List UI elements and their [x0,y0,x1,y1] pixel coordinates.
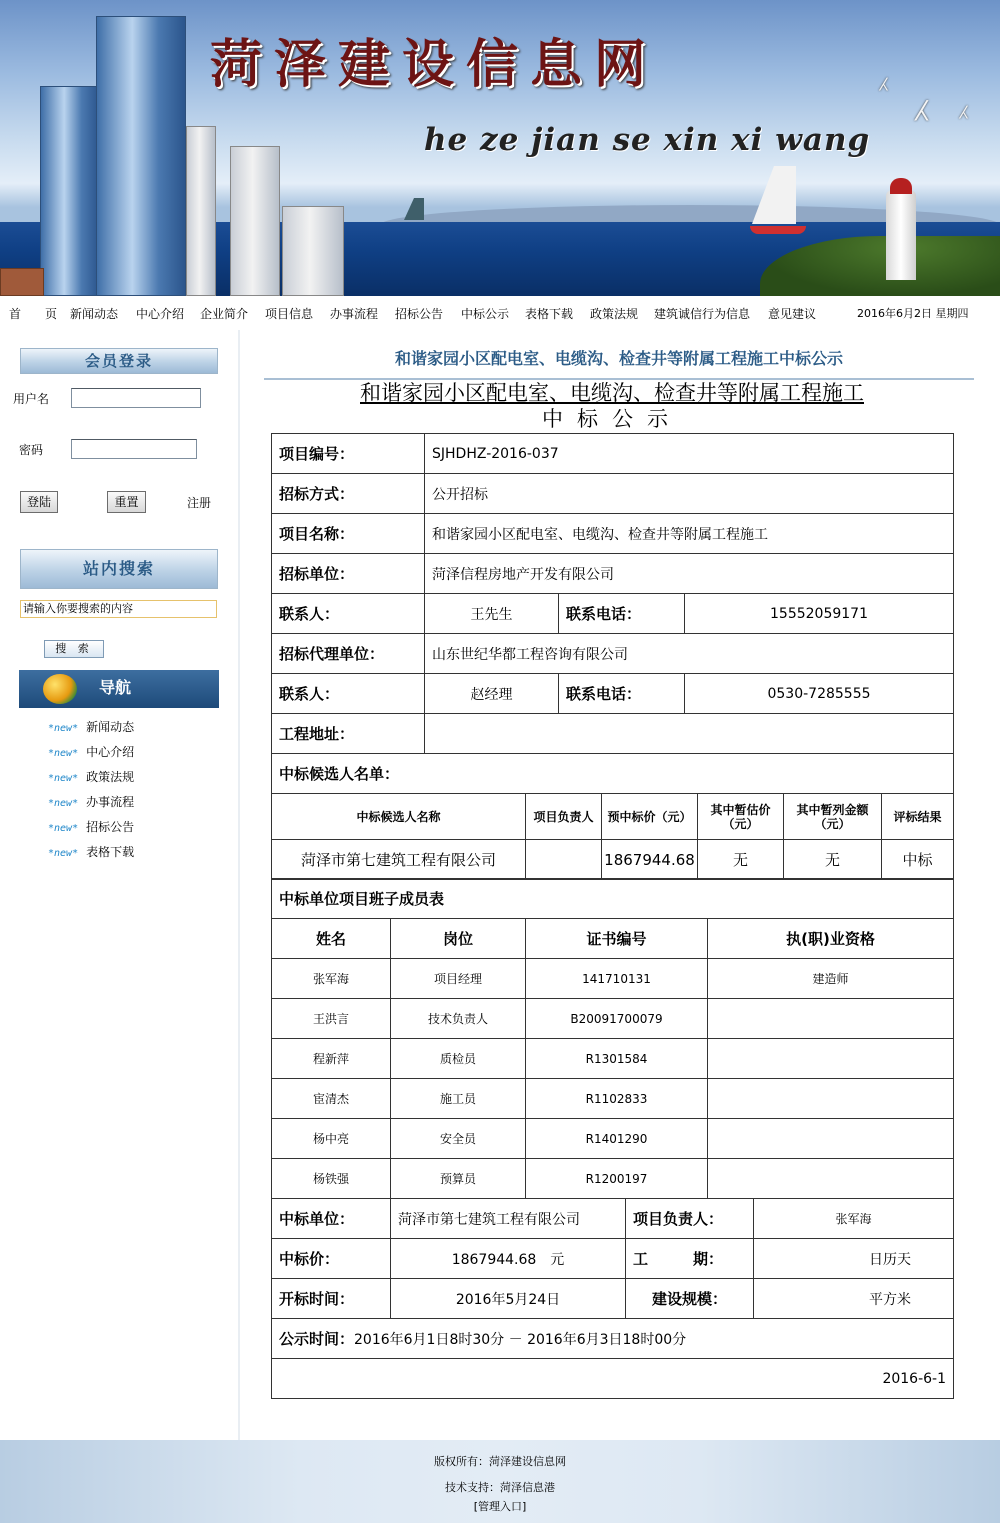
candidate-estimate: 无 [698,840,784,880]
register-link[interactable]: 注册 [187,496,212,510]
banner-lighthouse [886,190,916,280]
project-no-value: SJHDHZ-2016-037 [425,434,954,474]
table-row [272,1199,954,1239]
article-header: 和谐家园小区配电室、电缆沟、检查井等附属工程施工中标公示 [264,340,974,380]
member-qualification: 建造师 [708,959,954,999]
search-input[interactable]: 请输入你要搜索的内容 [20,600,217,618]
side-nav-label: 表格下载 [86,845,135,859]
member-cert: 141710131 [526,959,708,999]
table-row [272,514,954,554]
project-no-label: 项目编号： [272,434,425,474]
member-post: 项目经理 [391,959,526,999]
candidate-leader [526,840,602,880]
column-header: 证书编号 [526,919,708,959]
member-name: 杨铁强 [272,1159,391,1199]
table-row [272,959,954,999]
side-nav-label: 办事流程 [86,795,135,809]
column-header: 预中标价（元） [602,794,698,840]
document-title-line2: 中标公示 [542,407,682,431]
nav-link-home[interactable]: 首 页 [9,307,58,321]
publish-date: 2016-6-1 [272,1359,954,1399]
nav-link-tender-notice[interactable]: 招标公告 [395,307,444,321]
address-label: 工程地址： [272,714,425,754]
table-row [272,714,954,754]
top-navigation [0,296,1000,330]
login-title: 会员登录 [20,348,218,374]
new-badge: *new* [48,798,79,809]
table-row [272,1079,954,1119]
banner-sailboat [752,166,796,224]
tenderer-value: 菏泽信程房地产开发有限公司 [425,554,954,594]
document-title [272,380,952,432]
nav-title-label: 导航 [99,678,132,697]
nav-link-center[interactable]: 中心介绍 [136,307,185,321]
nav-link-forms[interactable]: 表格下载 [525,307,574,321]
new-badge: *new* [48,848,79,859]
column-header: 执(职)业资格 [708,919,954,959]
member-cert: R1301584 [526,1039,708,1079]
column-header: 评标结果 [882,794,954,840]
nav-link-process[interactable]: 办事流程 [330,307,379,321]
footer-support: 技术支持：菏泽信息港 [445,1481,555,1494]
contact-label: 联系人： [272,594,425,634]
members-title: 中标单位项目班子成员表 [272,879,954,919]
open-time-label: 开标时间： [272,1279,391,1319]
username-label: 用户名 [13,392,50,406]
side-nav-tender-notice[interactable] [48,818,134,835]
seagull-icon: ⁁ [880,58,887,91]
column-header: 其中暂估价（元） [698,794,784,840]
side-nav-center[interactable] [48,743,134,760]
seagull-icon: ⁁ [916,70,927,121]
footer [0,1440,1000,1523]
new-badge: *new* [48,773,79,784]
member-name: 王洪言 [272,999,391,1039]
nav-link-company[interactable]: 企业简介 [200,307,249,321]
column-header: 中标候选人名称 [272,794,526,840]
side-nav-label: 中心介绍 [86,745,135,759]
table-row [272,634,954,674]
table-row [272,554,954,594]
seagull-icon: ⁁ [960,86,967,119]
table-row [272,1119,954,1159]
leader-label: 项目负责人： [626,1199,754,1239]
candidates-table [271,793,954,880]
period-value: 日历天 [754,1239,954,1279]
banner-building [282,206,344,296]
banner-boat-hull [750,226,806,234]
side-nav-label: 新闻动态 [86,720,135,734]
nav-link-projects[interactable]: 项目信息 [265,307,314,321]
winner-label: 中标单位： [272,1199,391,1239]
side-nav-news[interactable] [48,718,134,735]
project-name-label: 项目名称： [272,514,425,554]
nav-link-policy[interactable]: 政策法规 [590,307,639,321]
member-cert: R1401290 [526,1119,708,1159]
side-nav-policy[interactable] [48,768,134,785]
member-cert: B20091700079 [526,999,708,1039]
publicity-cell [272,1319,954,1359]
candidate-provisional: 无 [784,840,882,880]
period-label: 工 期： [626,1239,754,1279]
current-date: 2016年6月2日 星期四 [857,307,969,320]
side-nav-label: 政策法规 [86,770,135,784]
candidate-result: 中标 [882,840,954,880]
address-value [425,714,954,754]
banner-roof [0,268,44,296]
member-qualification [708,1079,954,1119]
password-label: 密码 [19,443,44,457]
banner-building [96,16,186,296]
new-badge: *new* [48,748,79,759]
nav-link-feedback[interactable]: 意见建议 [768,307,817,321]
document-title-line1: 和谐家园小区配电室、电缆沟、检查井等附属工程施工 [360,381,864,405]
project-name-value: 和谐家园小区配电室、电缆沟、检查井等附属工程施工 [425,514,954,554]
site-banner [0,0,1000,296]
member-post: 技术负责人 [391,999,526,1039]
table-row [272,674,954,714]
price-label: 中标价： [272,1239,391,1279]
table-header-row [272,919,954,959]
member-name: 程新萍 [272,1039,391,1079]
tender-method-label: 招标方式： [272,474,425,514]
table-row [272,1359,954,1399]
table-row [272,1319,954,1359]
candidates-label: 中标候选人名单： [272,754,954,794]
banner-building [40,86,100,296]
table-row [272,840,954,880]
footer-copyright: 版权所有：菏泽建设信息网 [434,1455,566,1468]
member-post: 质检员 [391,1039,526,1079]
column-header: 项目负责人 [526,794,602,840]
username-input[interactable] [71,388,201,408]
team-members-table [271,878,954,1199]
agent-contact-label: 联系人： [272,674,425,714]
contact-value: 王先生 [425,594,559,634]
member-qualification [708,1159,954,1199]
table-row [272,754,954,794]
open-time-value: 2016年5月24日 [391,1279,626,1319]
banner-building [186,126,216,296]
member-qualification [708,999,954,1039]
banner-building [230,146,280,296]
table-row [272,1039,954,1079]
phone-label: 联系电话： [559,594,685,634]
table-row [272,474,954,514]
table-row [272,999,954,1039]
side-nav-label: 招标公告 [86,820,135,834]
member-qualification [708,1119,954,1159]
password-input[interactable] [71,439,197,459]
new-badge: *new* [48,823,79,834]
agent-phone-value: 0530-7285555 [685,674,954,714]
admin-link[interactable]: [管理入口] [473,1500,527,1513]
nav-link-news[interactable]: 新闻动态 [70,307,119,321]
member-name: 杨中亮 [272,1119,391,1159]
table-row [272,434,954,474]
reset-button[interactable]: 重置 [107,491,146,513]
member-cert: R1200197 [526,1159,708,1199]
agent-phone-label: 联系电话： [559,674,685,714]
leader-value: 张军海 [754,1199,954,1239]
nav-link-award-notice[interactable]: 中标公示 [461,307,510,321]
new-badge: *new* [48,723,79,734]
table-row [272,594,954,634]
search-title: 站内搜索 [20,549,218,589]
agent-contact-value: 赵经理 [425,674,559,714]
member-name: 张军海 [272,959,391,999]
site-title: 菏泽建设信息网 [210,34,659,95]
table-header-row [272,794,954,840]
publicity-label: 公示时间： [279,1330,355,1348]
site-subtitle: he ze jian se xin xi wang [424,122,871,158]
column-header: 姓名 [272,919,391,959]
nav-link-integrity[interactable]: 建筑诚信行为信息 [654,307,751,321]
table-row [272,1279,954,1319]
phone-value: 15552059171 [685,594,954,634]
member-post: 施工员 [391,1079,526,1119]
globe-icon [43,674,77,704]
search-button[interactable]: 搜 索 [44,640,104,658]
table-title-row [272,879,954,919]
member-post: 安全员 [391,1119,526,1159]
banner-lighthouse-top [890,178,912,194]
sidebar [0,330,240,1440]
member-qualification [708,1039,954,1079]
publicity-value: 2016年6月1日8时30分 － 2016年6月3日18时00分 [354,1332,687,1348]
nav-title [19,670,219,708]
tender-method-value: 公开招标 [425,474,954,514]
scale-value: 平方米 [754,1279,954,1319]
login-button[interactable]: 登陆 [20,491,58,513]
tenderer-label: 招标单位： [272,554,425,594]
price-value: 1867944.68 元 [391,1239,626,1279]
side-nav-forms[interactable] [48,843,134,860]
column-header: 其中暂列金额（元） [784,794,882,840]
winner-value: 菏泽市第七建筑工程有限公司 [391,1199,626,1239]
agent-value: 山东世纪华都工程咨询有限公司 [425,634,954,674]
scale-label: 建设规模： [626,1279,754,1319]
award-result-table [271,1198,954,1399]
table-row [272,1159,954,1199]
candidate-price: 1867944.68 [602,840,698,880]
agent-label: 招标代理单位： [272,634,425,674]
candidate-name: 菏泽市第七建筑工程有限公司 [272,840,526,880]
table-row [272,1239,954,1279]
member-name: 宦清杰 [272,1079,391,1119]
member-post: 预算员 [391,1159,526,1199]
project-info-table [271,433,954,794]
member-cert: R1102833 [526,1079,708,1119]
side-nav-process[interactable] [48,793,134,810]
column-header: 岗位 [391,919,526,959]
banner-sailboat [404,198,424,220]
